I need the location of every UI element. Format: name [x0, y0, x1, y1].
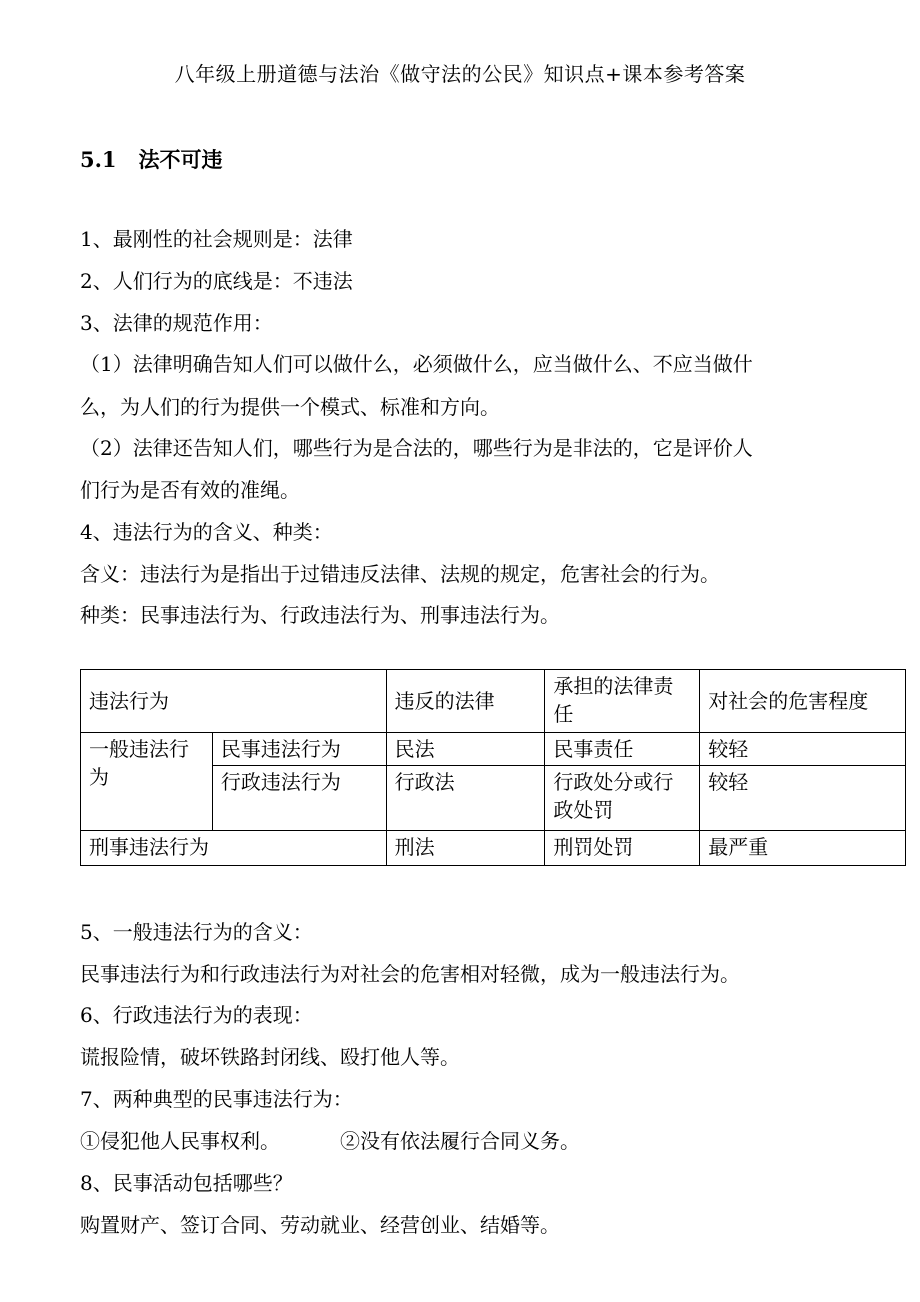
- cell-law: 民法: [386, 733, 545, 766]
- table-header-row: [81, 670, 906, 733]
- civil-item-1: ①侵犯他人民事权利。: [80, 1129, 280, 1153]
- cell-law: 刑法: [386, 831, 545, 866]
- cell-type: 行政违法行为: [212, 766, 386, 831]
- table-row: [81, 733, 906, 766]
- civil-item-2: ②没有依法履行合同义务。: [340, 1129, 580, 1153]
- point-6: 6、行政违法行为的表现：: [80, 1003, 313, 1027]
- point-4-meaning: 含义：违法行为是指出于过错违反法律、法规的规定，危害社会的行为。: [80, 562, 720, 586]
- cell-liability: 刑罚处罚: [545, 831, 700, 866]
- cell-liability: 民事责任: [545, 733, 700, 766]
- group-general-illegal: 一般违法行为: [81, 733, 213, 831]
- header-illegal-act: 违法行为: [81, 670, 387, 733]
- point-2: 2、人们行为的底线是：不违法: [80, 269, 353, 293]
- cell-harm: 较轻: [700, 733, 906, 766]
- point-6-answer: 谎报险情，破坏铁路封闭线、殴打他人等。: [80, 1045, 460, 1069]
- point-3-sub1-line1: （1）法律明确告知人们可以做什么，必须做什么，应当做什么、不应当做什: [80, 352, 753, 376]
- section-title: 法不可违: [138, 147, 223, 172]
- document-title: 八年级上册道德与法治《做守法的公民》知识点+课本参考答案: [174, 62, 746, 86]
- header-law-violated: 违反的法律: [386, 670, 545, 733]
- cell-type: 刑事违法行为: [81, 831, 387, 866]
- illegal-acts-table: [80, 669, 906, 866]
- point-5-answer: 民事违法行为和行政违法行为对社会的危害相对轻微，成为一般违法行为。: [80, 962, 740, 986]
- point-7: 7、两种典型的民事违法行为：: [80, 1087, 353, 1111]
- point-3-sub1-line2: 么，为人们的行为提供一个模式、标准和方向。: [80, 395, 500, 419]
- header-liability: 承担的法律责任: [545, 670, 700, 733]
- header-harm-degree: 对社会的危害程度: [700, 670, 906, 733]
- point-3: 3、法律的规范作用：: [80, 311, 273, 335]
- section-number: 5.1: [80, 147, 117, 172]
- point-5: 5、一般违法行为的含义：: [80, 920, 313, 944]
- point-3-sub2-line1: （2）法律还告知人们，哪些行为是合法的，哪些行为是非法的，它是评价人: [80, 436, 753, 460]
- section-heading: [80, 144, 223, 174]
- cell-law: 行政法: [386, 766, 545, 831]
- cell-type: 民事违法行为: [212, 733, 386, 766]
- table-row: [81, 831, 906, 866]
- cell-harm: 较轻: [700, 766, 906, 831]
- cell-harm: 最严重: [700, 831, 906, 866]
- point-4-types: 种类：民事违法行为、行政违法行为、刑事违法行为。: [80, 603, 560, 627]
- point-3-sub2-line2: 们行为是否有效的准绳。: [80, 478, 300, 502]
- cell-liability: 行政处分或行政处罚: [545, 766, 700, 831]
- point-4: 4、违法行为的含义、种类：: [80, 520, 333, 544]
- point-8-answer: 购置财产、签订合同、劳动就业、经营创业、结婚等。: [80, 1213, 560, 1237]
- point-1: 1、最刚性的社会规则是：法律: [80, 227, 353, 251]
- point-7-answer: [80, 1127, 580, 1155]
- point-8: 8、民事活动包括哪些？: [80, 1171, 293, 1195]
